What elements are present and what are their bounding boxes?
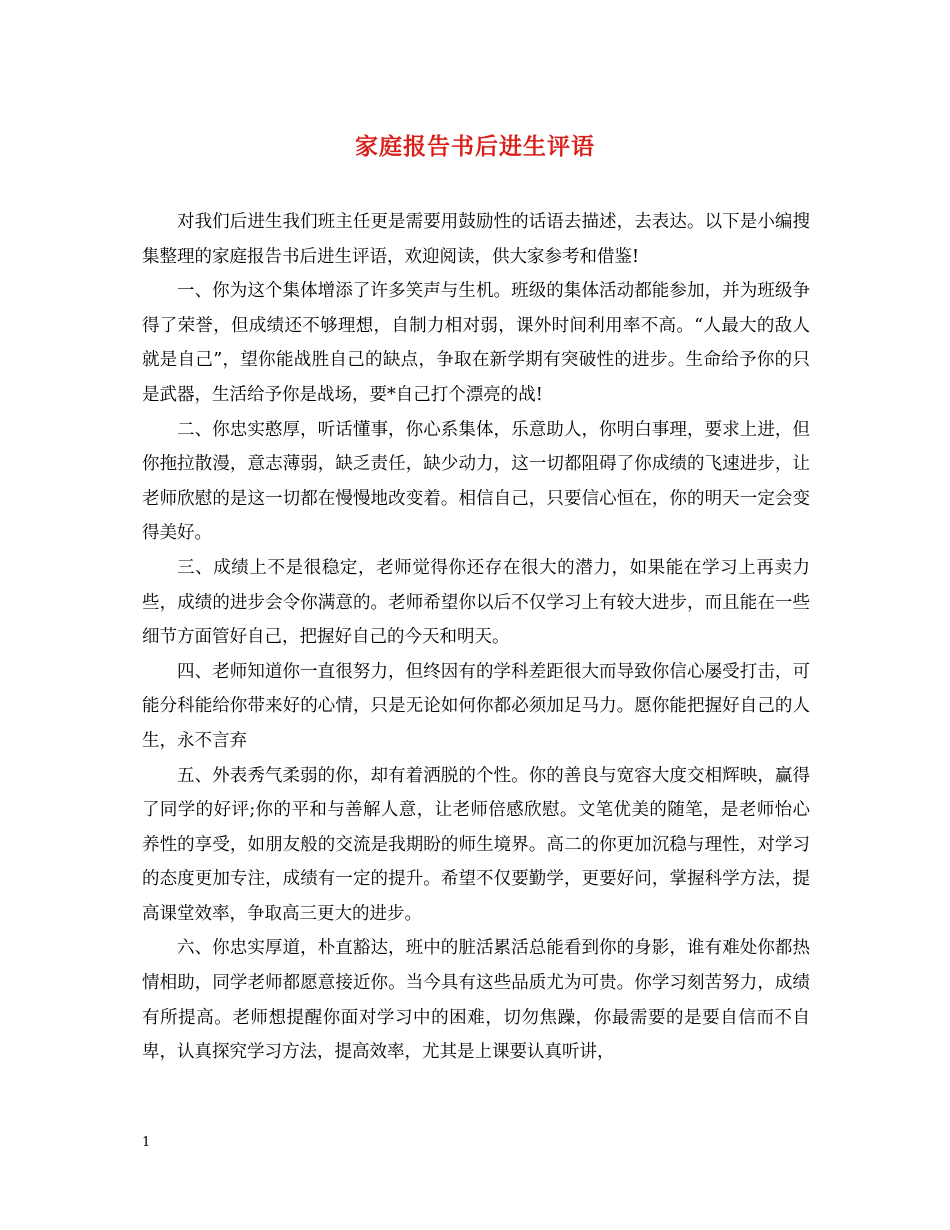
page-number: 1 [142, 1135, 151, 1150]
comment-paragraph-1: 一、你为这个集体增添了许多笑声与生机。班级的集体活动都能参加，并为班级争得了荣誉，但成绩还不够理想，自制力相对弱，课外时间利用率不高。“人最大的敌人就是自己”，望你能战胜自己的缺点，争取在新学期有突破性的进步。生命给予你的只是武器，生活给予你是战场，要*自己打个漂亮的战! [142, 281, 810, 405]
comment-paragraph-3: 三、成绩上不是很稳定，老师觉得你还存在很大的潜力，如果能在学习上再卖力些，成绩的进步会令你满意的。老师希望你以后不仅学习上有较大进步，而且能在一些细节方面管好自己，把握好自己的今天和明天。 [142, 557, 810, 648]
comment-paragraph-4: 四、老师知道你一直很努力，但终因有的学科差距很大而导致你信心屡受打击，可能分科能给你带来好的心情，只是无论如何你都必须加足马力。愿你能把握好自己的人生，永不言弃 [142, 661, 810, 751]
document-body [142, 205, 810, 1070]
comment-paragraph-5: 五、外表秀气柔弱的你，却有着洒脱的个性。你的善良与宽容大度交相辉映，赢得了同学的好评;你的平和与善解人意，让老师倍感欣慰。文笔优美的随笔，是老师怡心养性的享受，如朋友般的交流是我期盼的师生境界。高二的你更加沉稳与理性，对学习的态度更加专注，成绩有一定的提升。希望不仅要勤学，更要好问，掌握科学方法，提高课堂效率，争取高三更大的进步。 [142, 765, 810, 924]
document-title: 家庭报告书后进生评语 [355, 133, 595, 160]
comment-paragraph-2: 二、你忠实憨厚，听话懂事，你心系集体，乐意助人，你明白事理，要求上进，但你拖拉散漫，意志薄弱，缺乏责任，缺少动力，这一切都阻碍了你成绩的飞速进步，让老师欣慰的是这一切都在慢慢地改变着。相信自己，只要信心恒在，你的明天一定会变得美好。 [142, 419, 810, 544]
intro-paragraph: 对我们后进生我们班主任更是需要用鼓励性的话语去描述，去表达。以下是小编搜集整理的家庭报告书后进生评语，欢迎阅读，供大家参考和借鉴! [142, 212, 810, 267]
comment-paragraph-6: 六、你忠实厚道，朴直豁达，班中的脏活累活总能看到你的身影，谁有难处你都热情相助，同学老师都愿意接近你。当今具有这些品质尤为可贵。你学习刻苦努力，成绩有所提高。老师想提醒你面对学习中的困难，切勿焦躁，你最需要的是要自信而不自卑，认真探究学习方法，提高效率，尤其是上课要认真听讲， [142, 938, 810, 1063]
